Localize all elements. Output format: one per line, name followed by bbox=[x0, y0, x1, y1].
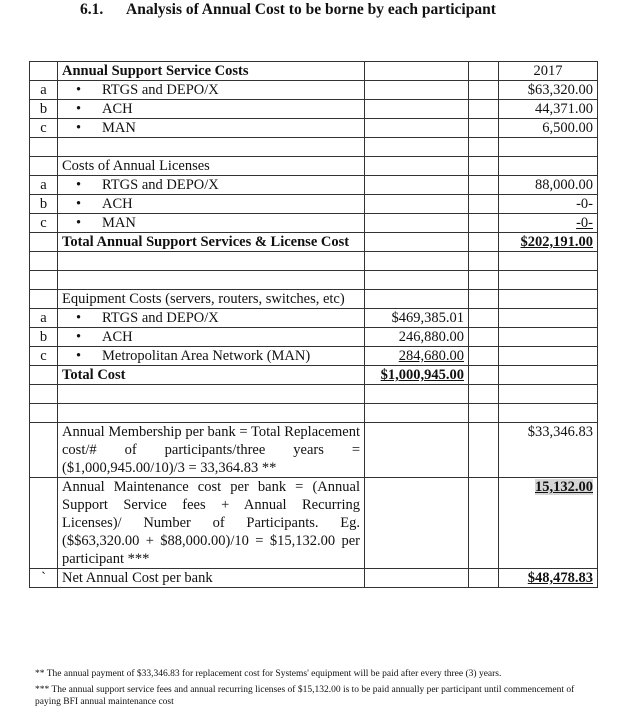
row-label: RTGS and DEPO/X bbox=[102, 177, 219, 193]
row-spacer bbox=[469, 347, 499, 366]
row-letter bbox=[30, 347, 58, 366]
row-equipment-amount bbox=[365, 366, 469, 385]
row-letter-text: b bbox=[39, 101, 48, 117]
bullet-icon: • bbox=[76, 82, 82, 98]
bullet-icon: • bbox=[76, 101, 82, 117]
row-spacer bbox=[469, 478, 499, 569]
row-annual-amount-text: $63,320.00 bbox=[527, 82, 593, 98]
table-row bbox=[30, 119, 598, 138]
row-annual-amount bbox=[499, 271, 598, 290]
row-label: MAN bbox=[102, 120, 136, 136]
table-row bbox=[30, 569, 598, 588]
bullet-icon: • bbox=[76, 310, 82, 326]
row-annual-amount-text: $48,478.83 bbox=[527, 570, 593, 586]
footnotes bbox=[35, 668, 600, 712]
row-annual-amount-text: -0- bbox=[576, 215, 593, 231]
row-letter-text: c bbox=[40, 348, 47, 364]
row-annual-amount bbox=[499, 328, 598, 347]
row-letter-text: a bbox=[40, 82, 47, 98]
row-description bbox=[58, 366, 365, 385]
row-letter bbox=[30, 271, 58, 290]
row-description bbox=[58, 195, 365, 214]
row-equipment-amount bbox=[365, 62, 469, 81]
row-description bbox=[58, 176, 365, 195]
row-letter bbox=[30, 252, 58, 271]
row-equipment-amount bbox=[365, 309, 469, 328]
row-spacer bbox=[469, 138, 499, 157]
table-row bbox=[30, 366, 598, 385]
table-row bbox=[30, 62, 598, 81]
row-label: ACH bbox=[102, 196, 133, 212]
row-description bbox=[58, 138, 365, 157]
row-letter bbox=[30, 309, 58, 328]
table-row bbox=[30, 176, 598, 195]
row-annual-amount bbox=[499, 385, 598, 404]
row-spacer bbox=[469, 328, 499, 347]
row-letter bbox=[30, 157, 58, 176]
row-description bbox=[58, 62, 365, 81]
row-annual-amount bbox=[499, 478, 598, 569]
table-row bbox=[30, 290, 598, 309]
row-spacer bbox=[469, 290, 499, 309]
row-letter bbox=[30, 404, 58, 423]
table-row bbox=[30, 100, 598, 119]
row-annual-amount bbox=[499, 119, 598, 138]
bullet-icon: • bbox=[76, 196, 82, 212]
row-spacer bbox=[469, 81, 499, 100]
row-letter bbox=[30, 119, 58, 138]
row-annual-amount bbox=[499, 157, 598, 176]
row-spacer bbox=[469, 404, 499, 423]
row-equipment-amount-text: $1,000,945.00 bbox=[380, 367, 464, 383]
row-annual-amount bbox=[499, 138, 598, 157]
row-label: Annual Support Service Costs bbox=[62, 63, 249, 79]
row-equipment-amount bbox=[365, 81, 469, 100]
row-spacer bbox=[469, 119, 499, 138]
row-annual-amount bbox=[499, 81, 598, 100]
row-description bbox=[58, 119, 365, 138]
row-annual-amount bbox=[499, 62, 598, 81]
row-annual-amount bbox=[499, 176, 598, 195]
footnote-replacement: ** The annual payment of $33,346.83 for replacement cost for Systems' equipment will be paid after every three (3) years. bbox=[35, 669, 502, 679]
row-equipment-amount bbox=[365, 328, 469, 347]
row-spacer bbox=[469, 366, 499, 385]
row-label: Costs of Annual Licenses bbox=[62, 158, 210, 174]
table-row bbox=[30, 328, 598, 347]
row-annual-amount bbox=[499, 214, 598, 233]
row-label: Equipment Costs (servers, routers, switches, etc) bbox=[62, 291, 345, 307]
table-row bbox=[30, 195, 598, 214]
row-equipment-amount bbox=[365, 138, 469, 157]
row-spacer bbox=[469, 309, 499, 328]
row-description bbox=[58, 214, 365, 233]
bullet-icon: • bbox=[76, 348, 82, 364]
row-label: Metropolitan Area Network (MAN) bbox=[102, 348, 311, 364]
row-label: Annual Maintenance cost per bank = (Annual Support Service fees + Annual Recurring Licenses)/ Number of Participants. Eg. ($$63,320.00 + $88,000.00)/10 = $15,132.00 per participant *** bbox=[62, 479, 360, 567]
row-spacer bbox=[469, 423, 499, 478]
bullet-icon: • bbox=[76, 120, 82, 136]
table-row bbox=[30, 138, 598, 157]
table-row bbox=[30, 385, 598, 404]
row-letter bbox=[30, 138, 58, 157]
row-label: RTGS and DEPO/X bbox=[102, 82, 219, 98]
row-annual-amount-text: $202,191.00 bbox=[520, 234, 593, 250]
row-equipment-amount bbox=[365, 100, 469, 119]
row-equipment-amount bbox=[365, 290, 469, 309]
row-spacer bbox=[469, 252, 499, 271]
row-letter bbox=[30, 478, 58, 569]
row-letter bbox=[30, 176, 58, 195]
row-annual-amount bbox=[499, 404, 598, 423]
row-spacer bbox=[469, 62, 499, 81]
row-equipment-amount bbox=[365, 385, 469, 404]
row-letter bbox=[30, 423, 58, 478]
table-row bbox=[30, 271, 598, 290]
row-label: Net Annual Cost per bank bbox=[62, 570, 213, 586]
row-annual-amount-text: -0- bbox=[576, 196, 593, 212]
row-spacer bbox=[469, 271, 499, 290]
row-label: ACH bbox=[102, 329, 133, 345]
row-description bbox=[58, 569, 365, 588]
table-row bbox=[30, 478, 598, 569]
row-equipment-amount bbox=[365, 271, 469, 290]
row-annual-amount bbox=[499, 347, 598, 366]
row-label: ACH bbox=[102, 101, 133, 117]
bullet-icon: • bbox=[76, 177, 82, 193]
row-spacer bbox=[469, 195, 499, 214]
row-spacer bbox=[469, 157, 499, 176]
row-description bbox=[58, 271, 365, 290]
row-label: MAN bbox=[102, 215, 136, 231]
row-equipment-amount bbox=[365, 569, 469, 588]
row-annual-amount-text: 2017 bbox=[533, 63, 563, 79]
row-letter-text: b bbox=[39, 196, 48, 212]
row-label: RTGS and DEPO/X bbox=[102, 310, 219, 326]
row-spacer bbox=[469, 176, 499, 195]
table-row bbox=[30, 233, 598, 252]
row-annual-amount-text: 88,000.00 bbox=[535, 177, 593, 193]
row-spacer bbox=[469, 100, 499, 119]
table-row bbox=[30, 423, 598, 478]
row-letter bbox=[30, 233, 58, 252]
row-letter bbox=[30, 328, 58, 347]
row-annual-amount bbox=[499, 309, 598, 328]
row-letter bbox=[30, 81, 58, 100]
row-annual-amount-text: 6,500.00 bbox=[542, 120, 593, 136]
table-row bbox=[30, 214, 598, 233]
row-spacer bbox=[469, 233, 499, 252]
row-letter-text: a bbox=[40, 177, 47, 193]
row-description bbox=[58, 404, 365, 423]
row-annual-amount-text: $33,346.83 bbox=[527, 424, 593, 440]
row-equipment-amount bbox=[365, 423, 469, 478]
row-letter-text: b bbox=[39, 329, 48, 345]
row-description bbox=[58, 100, 365, 119]
row-letter-text: ` bbox=[41, 570, 46, 586]
row-description bbox=[58, 385, 365, 404]
row-description bbox=[58, 309, 365, 328]
table-row bbox=[30, 252, 598, 271]
row-equipment-amount-text: 246,880.00 bbox=[398, 329, 464, 345]
table-row bbox=[30, 404, 598, 423]
row-letter bbox=[30, 569, 58, 588]
footnote-maintenance: *** The annual support service fees and annual recurring licenses of $15,132.00 is to be paid annually per participant until commencement of paying BFI annual maintenance cost bbox=[35, 684, 575, 707]
row-letter bbox=[30, 385, 58, 404]
row-annual-amount bbox=[499, 252, 598, 271]
row-description bbox=[58, 157, 365, 176]
row-description bbox=[58, 290, 365, 309]
row-annual-amount bbox=[499, 423, 598, 478]
row-equipment-amount bbox=[365, 347, 469, 366]
row-description bbox=[58, 478, 365, 569]
section-number: 6.1. bbox=[80, 1, 104, 18]
row-letter-text: a bbox=[40, 310, 47, 326]
row-description bbox=[58, 81, 365, 100]
row-equipment-amount-text: $469,385.01 bbox=[391, 310, 464, 326]
cost-table-body bbox=[30, 62, 598, 588]
row-letter bbox=[30, 290, 58, 309]
annual-cost-table bbox=[29, 61, 598, 588]
row-annual-amount bbox=[499, 569, 598, 588]
row-equipment-amount bbox=[365, 478, 469, 569]
row-equipment-amount bbox=[365, 214, 469, 233]
row-letter bbox=[30, 214, 58, 233]
row-label: Total Annual Support Services & License Cost bbox=[62, 234, 350, 250]
row-label: Total Cost bbox=[62, 367, 126, 383]
row-description bbox=[58, 347, 365, 366]
row-letter bbox=[30, 195, 58, 214]
row-equipment-amount bbox=[365, 233, 469, 252]
row-letter-text: c bbox=[40, 120, 47, 136]
row-description bbox=[58, 233, 365, 252]
row-annual-amount bbox=[499, 100, 598, 119]
row-equipment-amount-text: 284,680.00 bbox=[398, 348, 464, 364]
table-row bbox=[30, 309, 598, 328]
row-letter bbox=[30, 62, 58, 81]
row-annual-amount-text: 15,132.00 bbox=[535, 479, 593, 495]
row-equipment-amount bbox=[365, 176, 469, 195]
row-description bbox=[58, 252, 365, 271]
row-annual-amount-text: 44,371.00 bbox=[535, 101, 593, 117]
row-spacer bbox=[469, 569, 499, 588]
row-description bbox=[58, 423, 365, 478]
row-equipment-amount bbox=[365, 252, 469, 271]
row-equipment-amount bbox=[365, 404, 469, 423]
row-equipment-amount bbox=[365, 195, 469, 214]
row-letter bbox=[30, 100, 58, 119]
row-equipment-amount bbox=[365, 157, 469, 176]
row-annual-amount bbox=[499, 195, 598, 214]
row-description bbox=[58, 328, 365, 347]
row-annual-amount bbox=[499, 233, 598, 252]
row-spacer bbox=[469, 385, 499, 404]
bullet-icon: • bbox=[76, 215, 82, 231]
row-equipment-amount bbox=[365, 119, 469, 138]
table-row bbox=[30, 157, 598, 176]
table-row bbox=[30, 81, 598, 100]
row-letter bbox=[30, 366, 58, 385]
row-spacer bbox=[469, 214, 499, 233]
row-annual-amount bbox=[499, 366, 598, 385]
section-heading bbox=[80, 1, 496, 19]
table-row bbox=[30, 347, 598, 366]
row-letter-text: c bbox=[40, 215, 47, 231]
row-label: Annual Membership per bank = Total Replacement cost/# of participants/three years = ($1,000,945.00/10)/3 = 33,364.83 ** bbox=[62, 424, 360, 476]
section-title: Analysis of Annual Cost to be borne by each participant bbox=[126, 1, 496, 18]
row-annual-amount bbox=[499, 290, 598, 309]
bullet-icon: • bbox=[76, 329, 82, 345]
